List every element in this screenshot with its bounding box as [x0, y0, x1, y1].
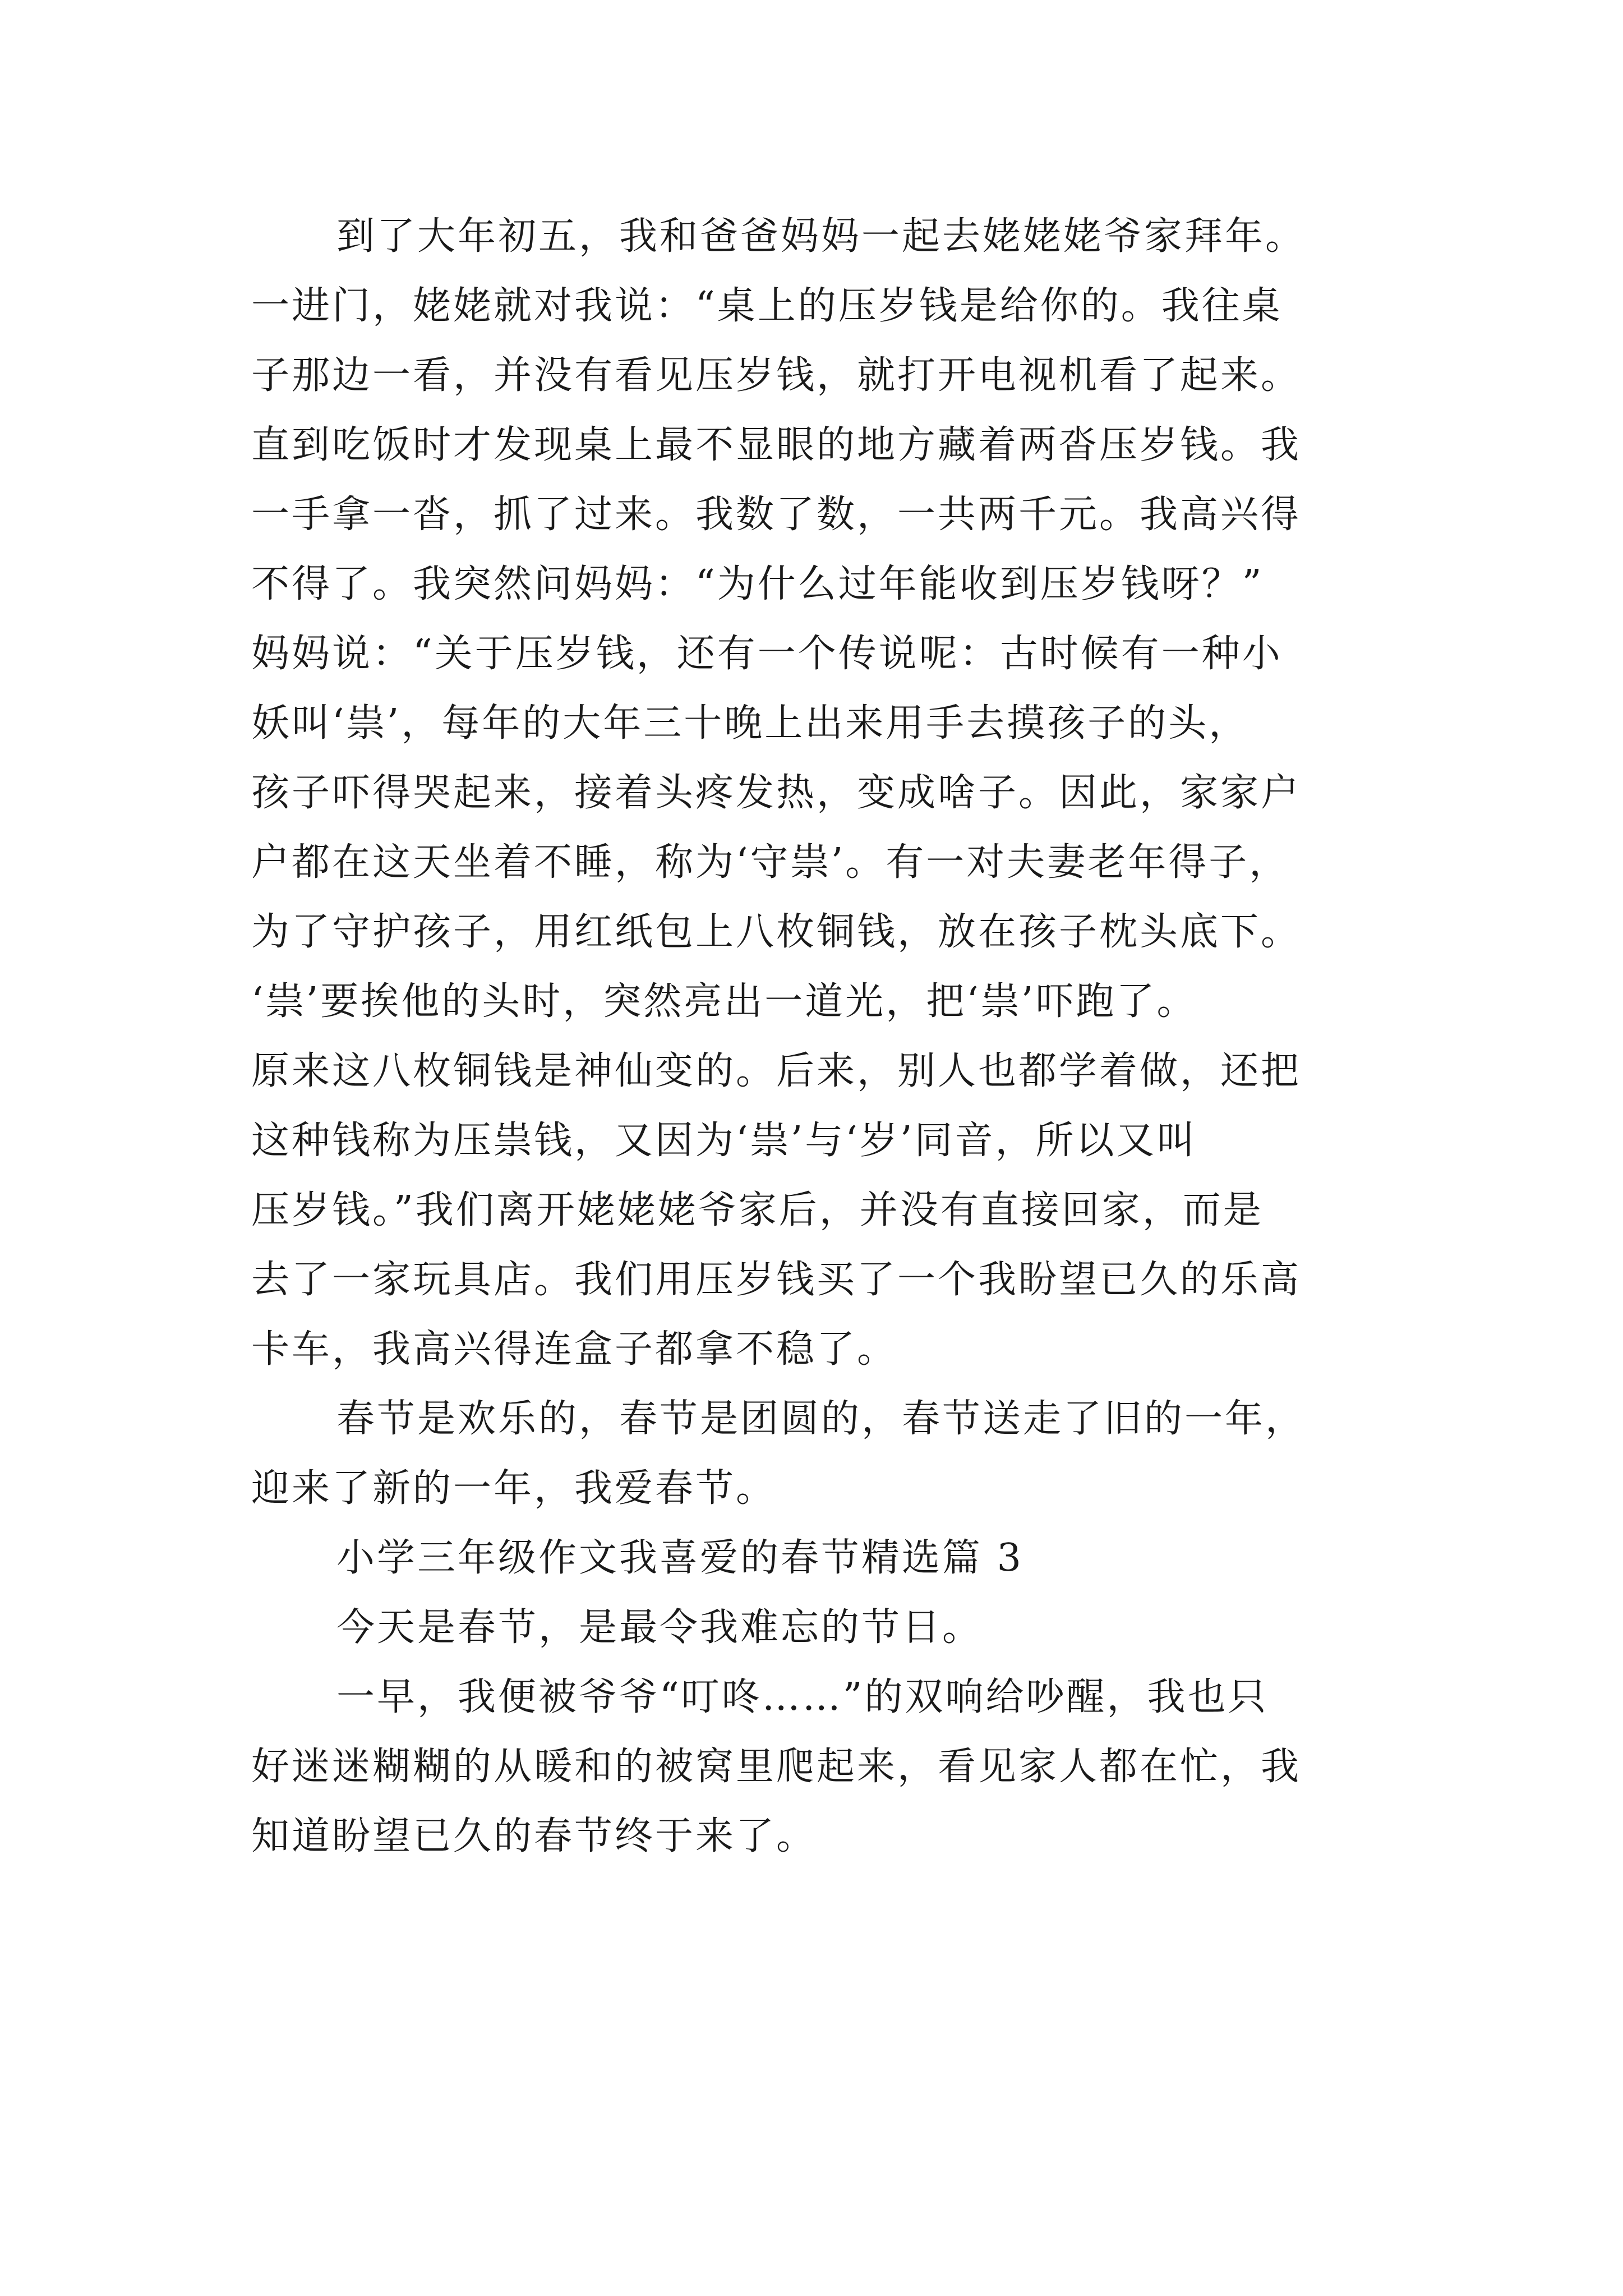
text-line: 春节是欢乐的，春节是团圆的，春节送走了旧的一年， [336, 1397, 1306, 1441]
heading-line: 小学三年级作文我喜爱的春节精选篇 3 [336, 1536, 1023, 1580]
text-line: ‘祟’要挨他的头时，突然亮出一道光，把‘祟’吓跑了。 [251, 979, 1197, 1024]
text-line: 今天是春节，是最令我难忘的节日。 [336, 1605, 983, 1650]
text-line: 子那边一看，并没有看见压岁钱，就打开电视机看了起来。 [251, 353, 1302, 398]
paragraph-4 [251, 1593, 1407, 1663]
text-line: 妖叫‘祟’，每年的大年三十晚上出来用手去摸孩子的头， [251, 701, 1249, 746]
text-line: 一进门，姥姥就对我说：“桌上的压岁钱是给你的。我往桌 [251, 284, 1283, 328]
text-line: 直到吃饭时才发现桌上最不显眼的地方藏着两沓压岁钱。我 [251, 423, 1302, 467]
section-heading [251, 1524, 1407, 1593]
text-line: 去了一家玩具店。我们用压岁钱买了一个我盼望已久的乐高 [251, 1258, 1302, 1302]
text-line: 迎来了新的一年，我爱春节。 [251, 1466, 777, 1511]
text-line: 不得了。我突然问妈妈：“为什么过年能收到压岁钱呀？” [251, 562, 1264, 606]
text-line: 一手拿一沓，抓了过来。我数了数，一共两千元。我高兴得 [251, 493, 1302, 537]
text-line: 孩子吓得哭起来，接着头疼发热，变成啥子。因此，家家户 [251, 771, 1302, 815]
paragraph-5 [251, 1663, 1407, 1871]
text-line: 好迷迷糊糊的从暖和的被窝里爬起来，看见家人都在忙，我 [251, 1745, 1302, 1789]
text-line: 卡车，我高兴得连盒子都拿不稳了。 [251, 1327, 898, 1372]
text-line: 原来这八枚铜钱是神仙变的。后来，别人也都学着做，还把 [251, 1049, 1302, 1093]
text-line: 户都在这天坐着不睡，称为‘守祟’。有一对夫妻老年得子， [251, 840, 1290, 885]
text-line: 知道盼望已久的春节终于来了。 [251, 1814, 817, 1858]
text-line: 这种钱称为压祟钱，又因为‘祟’与‘岁’同音，所以又叫 [251, 1119, 1197, 1163]
text-line: 压岁钱。”我们离开姥姥姥爷家后，并没有直接回家，而是 [251, 1188, 1264, 1232]
text-line: 妈妈说：“关于压岁钱，还有一个传说呢：古时候有一种小 [251, 632, 1283, 676]
text-line: 为了守护孩子，用红纸包上八枚铜钱，放在孩子枕头底下。 [251, 910, 1302, 954]
document-body [251, 202, 1407, 1871]
paragraph-1 [251, 202, 1407, 1384]
text-line: 一早，我便被爷爷“叮咚……”的双响给吵醒，我也只 [336, 1675, 1269, 1719]
text-line: 到了大年初五，我和爸爸妈妈一起去姥姥姥爷家拜年。 [336, 214, 1306, 259]
paragraph-2 [251, 1384, 1407, 1524]
